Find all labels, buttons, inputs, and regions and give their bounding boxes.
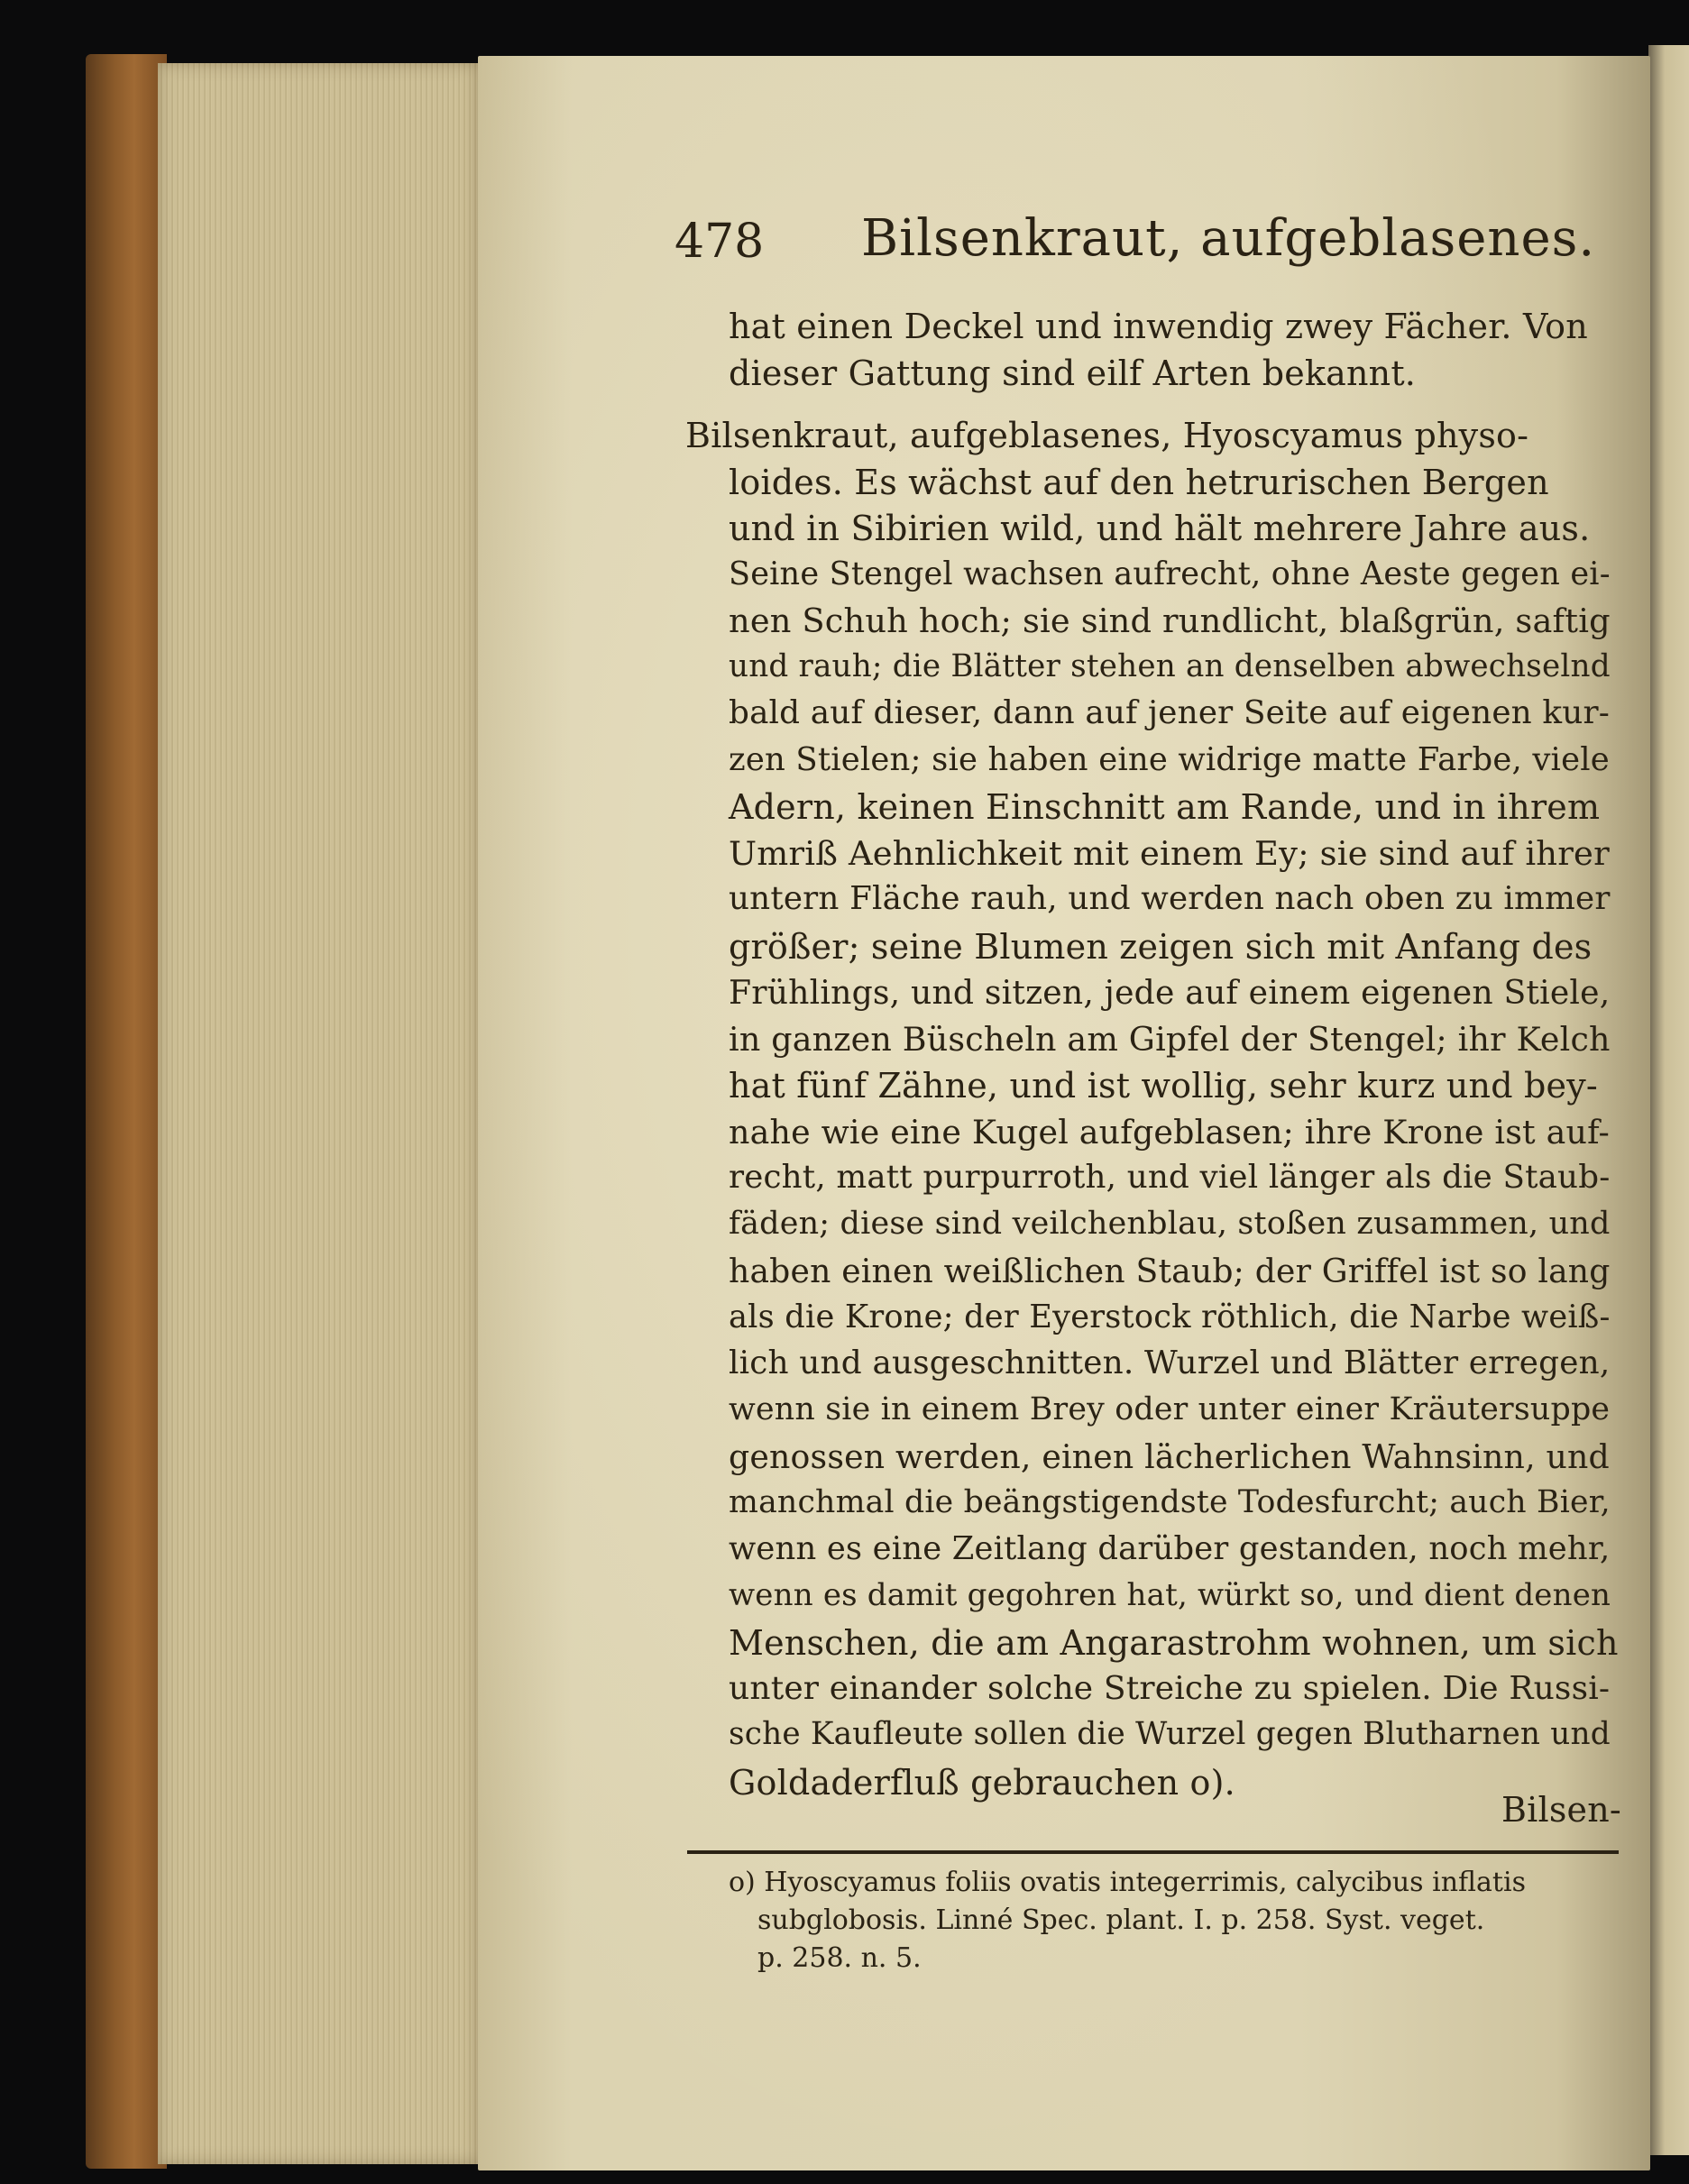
footnote-line: subglobosis. Linné Spec. plant. I. p. 258. Syst. veget. [757, 1904, 1485, 1936]
body-line: fäden; diese sind veilchenblau, stoßen zusammen, und [729, 1205, 1611, 1242]
facing-page-edge [1648, 45, 1689, 2155]
page-number: 478 [675, 215, 765, 269]
body-line: Menschen, die am Angarastrohm wohnen, um sich [729, 1623, 1619, 1663]
body-line: sche Kaufleute sollen die Wurzel gegen Blutharnen und [729, 1716, 1611, 1752]
footnote-line: o) Hyoscyamus foliis ovatis integerrimis, calycibus inflatis [729, 1867, 1526, 1898]
body-line: hat fünf Zähne, und ist wollig, sehr kurz und bey- [729, 1066, 1598, 1106]
body-line: Goldaderfluß gebrauchen o). [729, 1762, 1235, 1803]
body-line: bald auf dieser, dann auf jener Seite auf eigenen kur- [729, 694, 1611, 731]
body-line: wenn es eine Zeitlang darüber gestanden, noch mehr, [729, 1530, 1611, 1567]
body-line: genossen werden, einen lächerlichen Wahnsinn, und [729, 1437, 1610, 1476]
body-line: zen Stielen; sie haben eine widrige matte Farbe, viele [729, 740, 1610, 778]
footnote-line: p. 258. n. 5. [757, 1942, 922, 1974]
body-line: Bilsenkraut, aufgeblasenes, Hyoscyamus physo- [685, 416, 1529, 455]
body-line: und in Sibirien wild, und hält mehrere Jahre aus. [729, 509, 1591, 548]
body-line: Frühlings, und sitzen, jede auf einem eigenen Stiele, [729, 973, 1611, 1012]
body-line: wenn sie in einem Brey oder unter einer Kräutersuppe [729, 1390, 1611, 1427]
body-line: haben einen weißlichen Staub; der Griffel ist so lang [729, 1252, 1611, 1290]
body-line: dieser Gattung sind eilf Arten bekannt. [729, 353, 1417, 393]
body-line: Umriß Aehnlichkeit mit einem Ey; sie sind auf ihrer [729, 833, 1610, 873]
body-line: größer; seine Blumen zeigen sich mit Anfang des [729, 926, 1593, 967]
running-head: Bilsenkraut, aufgeblasenes. [861, 209, 1596, 268]
body-line: hat einen Deckel und inwendig zwey Fächer. Von [729, 307, 1588, 346]
body-line: manchmal die beängstigendste Todesfurcht; auch Bier, [729, 1483, 1611, 1520]
book-cover-edge [86, 54, 167, 2169]
body-line: untern Fläche rauh, und werden nach oben zu immer [729, 880, 1611, 917]
body-line: wenn es damit gegohren hat, würkt so, und dient denen [729, 1576, 1611, 1613]
body-line: als die Krone; der Eyerstock röthlich, die Narbe weiß- [729, 1298, 1611, 1335]
body-line: lich und ausgeschnitten. Wurzel und Blätter erregen, [729, 1344, 1611, 1381]
catchword: Bilsen- [1501, 1790, 1621, 1830]
footnote-rule [687, 1850, 1619, 1854]
body-line: und rauh; die Blätter stehen an denselben abwechselnd [729, 647, 1611, 684]
body-line: Adern, keinen Einschnitt am Rande, und in ihrem [729, 787, 1601, 827]
body-line: unter einander solche Streiche zu spielen. Die Russi- [729, 1669, 1611, 1707]
body-line: loides. Es wächst auf den hetrurischen Bergen [729, 462, 1549, 502]
body-line: recht, matt purpurroth, und viel länger als die Staub- [729, 1159, 1611, 1196]
body-line: nen Schuh hoch; sie sind rundlicht, blaßgrün, saftig [729, 601, 1611, 640]
body-line: Seine Stengel wachsen aufrecht, ohne Aeste gegen ei- [729, 555, 1611, 592]
body-line: nahe wie eine Kugel aufgeblasen; ihre Krone ist auf- [729, 1112, 1610, 1152]
page-edges [158, 63, 478, 2164]
body-line: in ganzen Büscheln am Gipfel der Stengel; ihr Kelch [729, 1019, 1611, 1059]
